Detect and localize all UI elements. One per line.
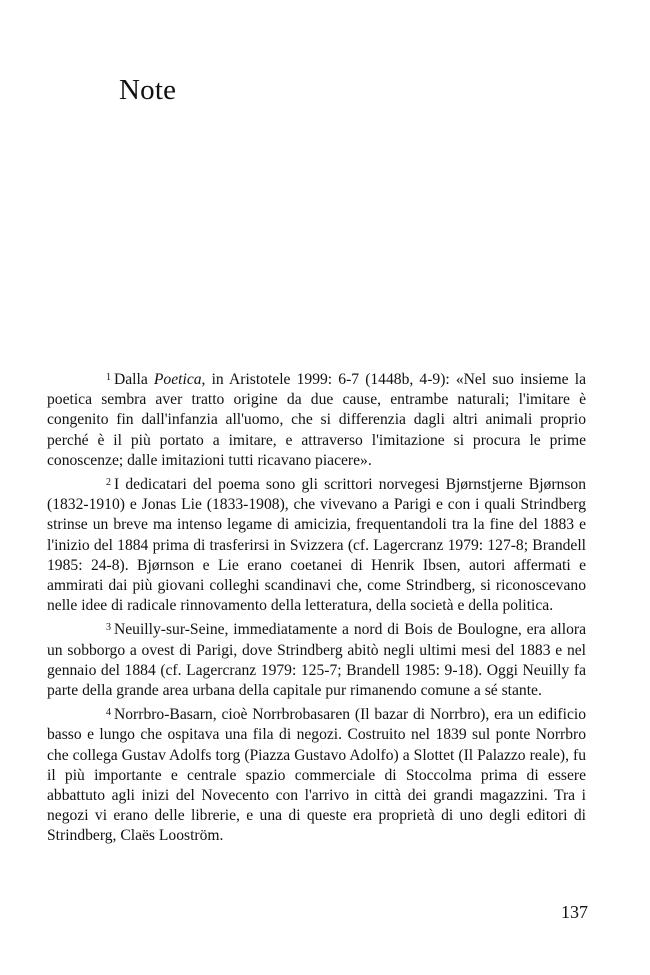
note-1 [47, 370, 586, 471]
page-number: 137 [561, 902, 588, 922]
note-4 [47, 705, 586, 846]
note-text: Norrbro-Basarn, cioè Norrbrobasaren (Il bazar di Norrbro), era un edificio basso e lungo che ospitava una fila di negozi. Costruito nel 1839 sul ponte Norrbro che collega Gustav Adolfs torg (Piazza Gustavo Adolfo) a Slottet (Il Palazzo reale), fu il più importante e centrale spazio commerciale di Stoccolma prima di essere abbattuto agli inizi del Novecento con l'arrivo in città dei grandi magazzini. Tra i negozi vi erano delle librerie, e una di queste era proprietà di uno degli editori di Strindberg, Claës Looström. [47, 706, 586, 845]
page-heading: Note [119, 74, 177, 106]
note-text: Neuilly-sur-Seine, immediatamente a nord di Bois de Boulogne, era allora un sobborgo a ovest di Parigi, dove Strindberg abitò negli ultimi mesi del 1883 e nel gennaio del 1884 (cf. Lagercranz 1979: 125-7; Brandell 1985: 9-18). Oggi Neuilly fa parte della grande area urbana della capitale pur rimanendo comune a sé stante. [47, 621, 586, 700]
note-text: , in Aristotele 1999: 6-7 (1448b, 4-9): «Nel suo insieme la poetica sembra aver tratto origine da due cause, entrambe naturali; l'imitare è congenito fin dall'infanzia all'uomo, che si differenzia dagli altri animali proprio perché è il più portato a imitare, e attraverso l'imitazione si procura le prime conoscenze; dalle imitazioni tutti ricavano piacere». [47, 371, 586, 469]
note-number: 3 [106, 622, 111, 634]
note-text: I dedicatari del poema sono gli scrittori norvegesi Bjørnstjerne Bjørnson (1832-1910) e Jonas Lie (1833-1908), che vivevano a Parigi e con i quali Strindberg strinse un breve ma intenso legame di amicizia, frequentandoli tra la fine del 1883 e l'inizio del 1884 prima di trasferirsi in Svizzera (cf. Lagercranz 1979: 127-8; Brandell 1985: 24-8). Bjørnson e Lie erano coetanei di Henrik Ibsen, autori affermati e ammirati dai più giovani colleghi scandinavi che, come Strindberg, si riconoscevano nelle idee di radicale rinnovamento della letteratura, della società e della politica. [47, 476, 586, 615]
note-number: 4 [106, 707, 111, 719]
note-number: 1 [106, 372, 111, 383]
notes-section [47, 370, 586, 851]
note-3 [47, 620, 586, 701]
note-text-lead: Dalla [114, 371, 154, 388]
note-2 [47, 475, 586, 616]
note-number: 2 [106, 477, 111, 489]
note-italic-title: Poetica [153, 371, 202, 388]
